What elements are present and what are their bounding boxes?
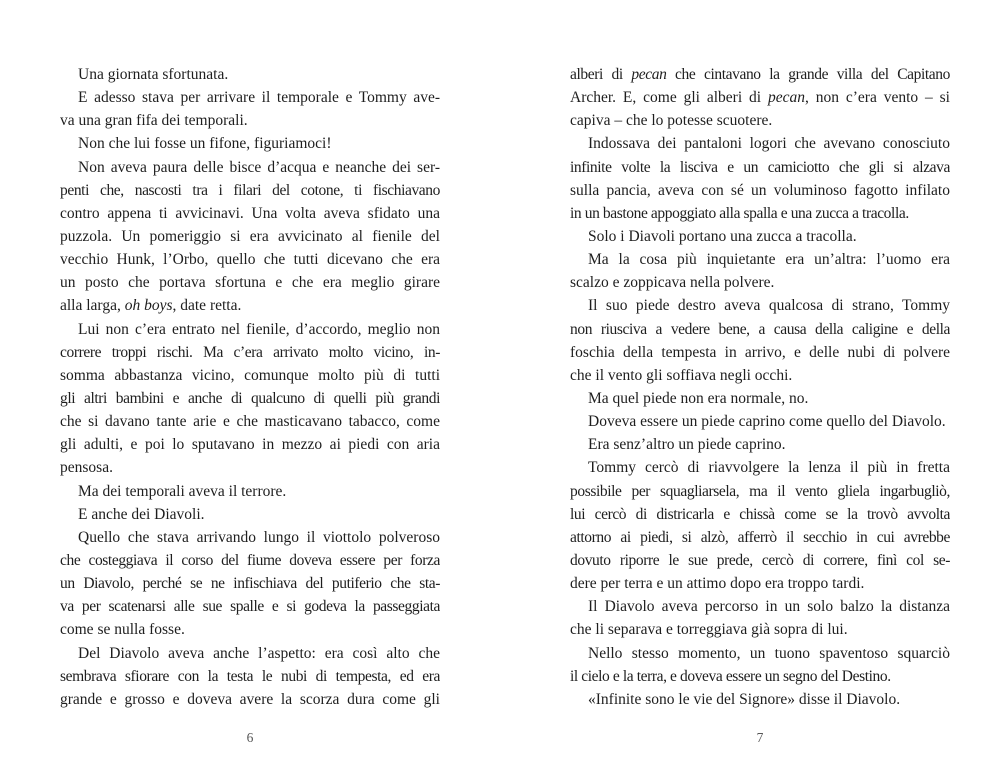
paragraph	[60, 480, 440, 503]
text-line: scalzo e zoppicava nella polvere.	[570, 274, 775, 292]
text-line: gli altri bambini e anche di qualcuno di quelli più grandi	[60, 389, 440, 407]
paragraph	[60, 132, 440, 155]
paragraph	[570, 456, 950, 595]
page-right-text	[570, 63, 950, 711]
paragraph	[60, 642, 440, 711]
paragraph	[570, 294, 950, 387]
text-line: E anche dei Diavoli.	[78, 505, 205, 523]
text-line: va per scatenarsi alle sue spalle e si godeva la passeggiata	[60, 598, 440, 616]
paragraph	[570, 642, 950, 688]
paragraph	[570, 225, 950, 248]
text-line: dovuto riporre le sue prede, cercò di correre, finì col se-	[570, 551, 950, 569]
paragraph	[570, 410, 950, 433]
page-left-text	[60, 63, 440, 711]
paragraph	[570, 595, 950, 641]
text-line: Era senz’altro un piede caprino.	[588, 436, 786, 454]
text-line: Del Diavolo aveva anche l’aspetto: era così alto che	[78, 644, 440, 662]
text-line: vecchio Hunk, l’Orbo, quello che tutti dicevano che era	[60, 251, 440, 269]
text-line: lui cercò di districarla e chissà come se la trovò avvolta	[570, 505, 950, 523]
text-line: Ma dei temporali aveva il terrore.	[78, 482, 287, 500]
text-line: attorno ai piedi, si alzò, afferrò il secchio in cui avrebbe	[570, 528, 950, 546]
text-line: Il Diavolo aveva percorso in un solo balzo la distanza	[588, 598, 950, 616]
text-line: grande e grosso e doveva avere la scorza dura come gli	[60, 690, 440, 708]
text-line: Ma quel piede non era normale, no.	[588, 389, 809, 407]
paragraph	[60, 156, 440, 318]
text-line: foschia della tempesta in arrivo, e delle nubi di polvere	[570, 343, 950, 361]
text-line: penti che, nascosti tra i filari del cotone, ti fischiavano	[60, 181, 440, 199]
text-line: Il suo piede destro aveva qualcosa di strano, Tommy	[588, 297, 950, 315]
text-line: sulla pancia, aveva con sé un voluminoso fagotto infilato	[570, 181, 950, 199]
text-line: E adesso stava per arrivare il temporale e Tommy ave-	[78, 89, 440, 107]
text-line: dere per terra e un attimo dopo era troppo tardi.	[570, 575, 865, 593]
text-line: Ma la cosa più inquietante era un’altra: l’uomo era	[588, 251, 950, 269]
text-line: gli adulti, e poi lo sputavano in mezzo ai piedi con aria	[60, 436, 440, 454]
text-line: somma abbastanza vicino, comunque molto più di tutti	[60, 366, 440, 384]
text-line: il cielo e la terra, e doveva essere un segno del Destino.	[570, 667, 891, 685]
text-line: Nello stesso momento, un tuono spaventoso squarciò	[588, 644, 950, 662]
text-line: Non aveva paura delle bisce d’acqua e neanche dei ser-	[78, 158, 440, 176]
text-line: Solo i Diavoli portano una zucca a tracolla.	[588, 227, 857, 245]
paragraph	[570, 688, 950, 711]
text-line: Tommy cercò di riavvolgere la lenza il più in fretta	[588, 459, 950, 477]
text-line: Indossava dei pantaloni logori che avevano conosciuto	[588, 135, 950, 153]
text-line: che si davano tante arie e che masticavano tabacco, come	[60, 413, 440, 431]
text-line: correre troppi rischi. Ma c’era arrivato molto vicino, in-	[60, 343, 440, 361]
text-line: capiva – che lo potesse scuotere.	[570, 112, 773, 130]
text-line: infinite volte la lisciva e un camiciotto che gli si alzava	[570, 158, 950, 176]
text-line: che il vento gli soffiava negli occhi.	[570, 366, 793, 384]
text-line: Non che lui fosse un fifone, figuriamoci!	[78, 135, 332, 153]
paragraph	[570, 433, 950, 456]
text-line: Lui non c’era entrato nel fienile, d’accordo, meglio non	[78, 320, 440, 338]
text-line: va una gran fifa dei temporali.	[60, 112, 248, 130]
text-line: possibile per squagliarsela, ma il vento gliela ingarbugliò,	[570, 482, 950, 500]
page-number-left: 6	[246, 730, 254, 745]
paragraph	[570, 387, 950, 410]
text-line: pensosa.	[60, 459, 113, 477]
text-line: non riusciva a vedere bene, a causa della caligine e della	[570, 320, 950, 338]
page-number-right: 7	[756, 730, 764, 745]
text-line: contro appena ti avvicinavi. Una volta aveva sfidato una	[60, 204, 440, 222]
text-line: che costeggiava il corso del fiume doveva essere per forza	[60, 551, 440, 569]
paragraph	[570, 63, 950, 132]
text-line: alberi di pecan che cintavano la grande villa del Capitano	[570, 66, 950, 83]
paragraph	[60, 526, 440, 642]
paragraph	[60, 63, 440, 86]
text-line: che li separava e torreggiava già sopra di lui.	[570, 621, 848, 639]
paragraph	[60, 86, 440, 132]
text-line: un posto che portava sfortuna e che era meglio girare	[60, 274, 440, 292]
paragraph	[60, 503, 440, 526]
text-line: in un bastone appoggiato alla spalla e una zucca a tracolla.	[570, 204, 909, 222]
paragraph	[570, 248, 950, 294]
text-line: come se nulla fosse.	[60, 621, 185, 639]
text-line: un Diavolo, perché se ne infischiava del putiferio che sta-	[60, 575, 440, 593]
text-line: Archer. E, come gli alberi di pecan, non c’era vento – si	[570, 89, 950, 107]
text-line: Una giornata sfortunata.	[78, 66, 229, 83]
text-line: Doveva essere un piede caprino come quello del Diavolo.	[588, 413, 946, 431]
text-line: sembrava sfiorare con la testa le nubi di tempesta, ed era	[60, 667, 440, 685]
text-line: Quello che stava arrivando lungo il viottolo polveroso	[78, 528, 440, 546]
paragraph	[570, 132, 950, 225]
paragraph	[60, 318, 440, 480]
text-line: «Infinite sono le vie del Signore» disse il Diavolo.	[588, 690, 901, 708]
text-line: puzzola. Un pomeriggio si era avvicinato al fienile del	[60, 227, 440, 245]
text-line: alla larga, oh boys, date retta.	[60, 297, 242, 315]
